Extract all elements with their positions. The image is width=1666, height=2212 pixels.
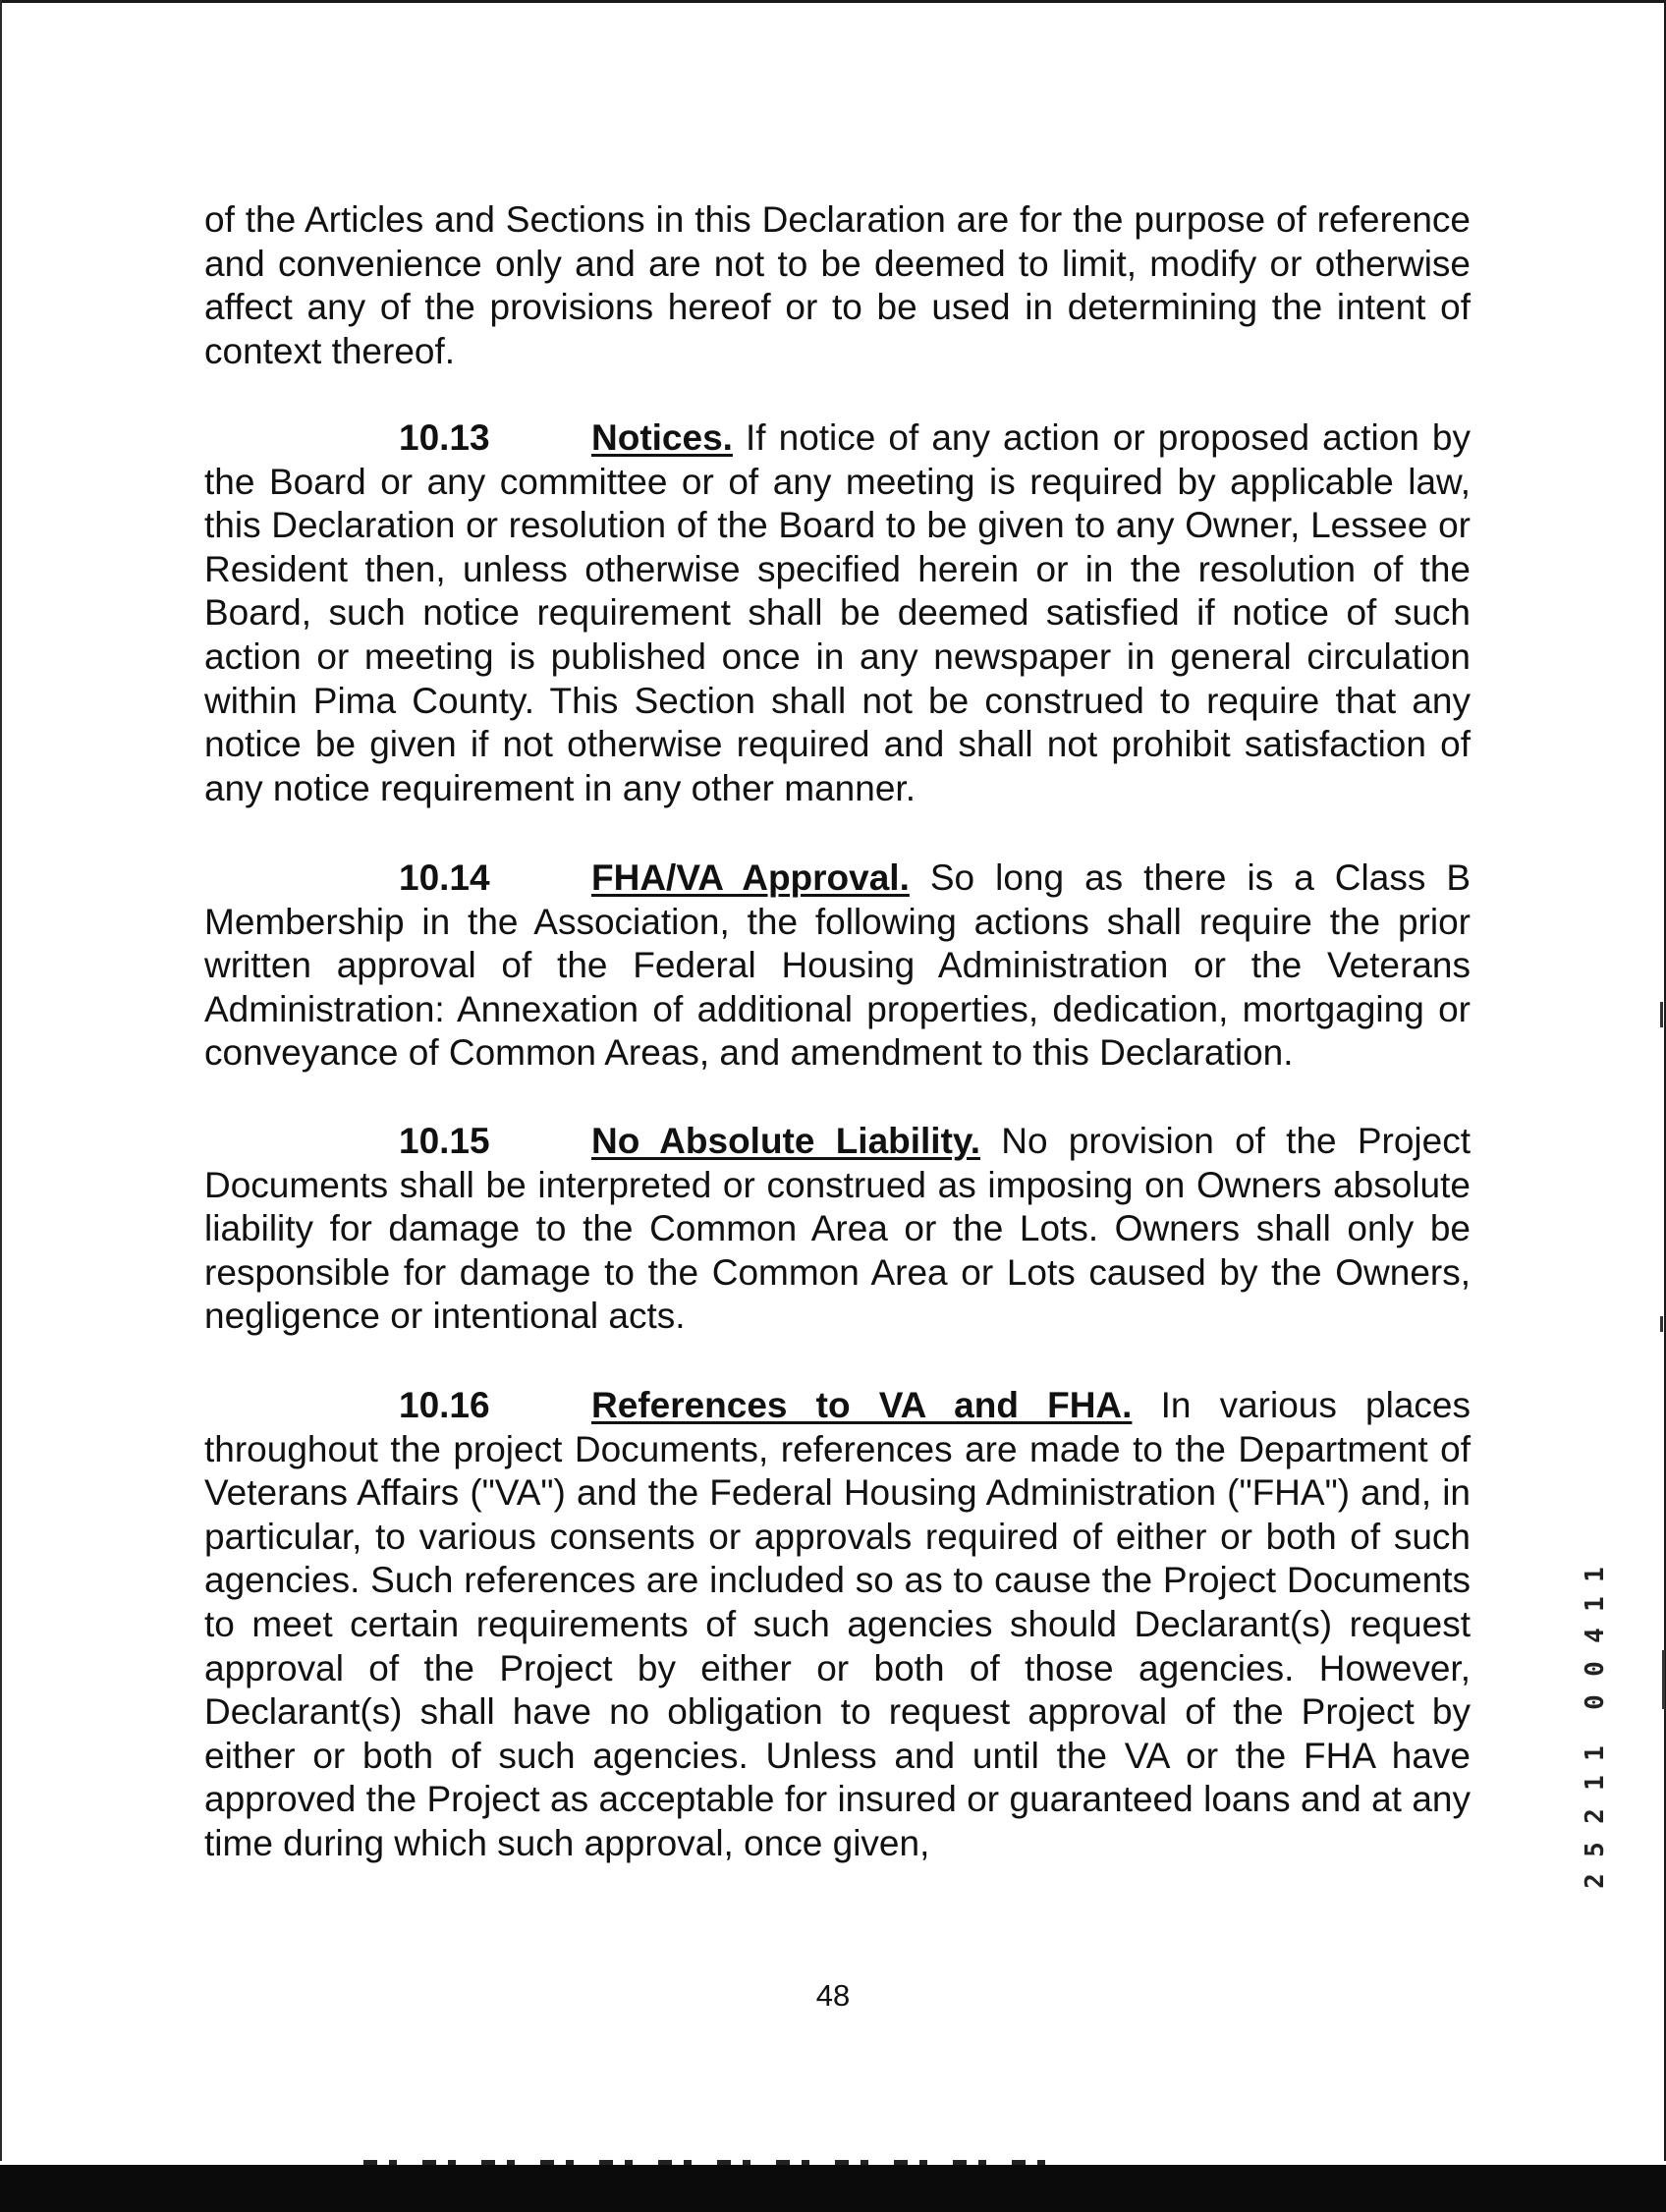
section-10-13	[204, 416, 1471, 810]
continuation-text: of the Articles and Sections in this Declaration are for the purpose of reference and convenience only and are not to be deemed to limit, modify or otherwise affect any of the provisions hereof or to be used in determining the intent of context thereof.	[204, 199, 1471, 371]
stamp-digit: 2	[1581, 1808, 1610, 1824]
section-number: 10.13	[399, 417, 490, 458]
stamp-digit: 5	[1581, 1842, 1610, 1857]
section-body: If notice of any action or proposed action by the Board or any committee or of any meeting is required by applicable law, this Declaration or resolution of the Board to be given to any Owner, Lessee or Resident then, unless otherwise specified herein or in the resolution of the Board, such notice requirement shall be deemed satisfied if notice of such action or meeting is published once in any newspaper in general circulation within Pima County. This Section shall not be construed to require that any notice be given if not otherwise required and shall not prohibit satisfaction of any notice requirement in any other manner.	[204, 417, 1471, 808]
section-title: No Absolute Liability.	[591, 1121, 981, 1161]
section-title: References to VA and FHA.	[591, 1385, 1133, 1425]
section-body: So long as there is a Class B Membership in the Association, the following actions shall require the prior written approval of the Federal Housing Administration or the Veterans Administration: Annexation of additional properties, dedication, mortgaging or conveyance of Common Areas, and amendment to this Declaration.	[204, 857, 1471, 1074]
stamp-digit: 0	[1581, 1661, 1610, 1677]
stamp-digit: 1	[1581, 1745, 1610, 1761]
page-number: 48	[815, 1978, 851, 2013]
scan-mark	[1660, 1002, 1663, 1027]
section-10-14	[204, 857, 1471, 1076]
section-10-16	[204, 1384, 1471, 1866]
scan-bottom-edge	[0, 2165, 1666, 2212]
scan-left-edge	[0, 0, 2, 2161]
stamp-digit: 2	[1581, 1873, 1610, 1889]
section-number: 10.14	[399, 857, 490, 898]
continuation-paragraph	[204, 198, 1471, 373]
section-body: No provision of the Project Documents shall be interpreted or construed as imposing on Owners absolute liability for damage to the Common Area or the Lots. Owners shall only be responsible for damage to the Common Area or Lots caused by the Owners, negligence or intentional acts.	[204, 1121, 1472, 1337]
scan-mark	[1660, 1316, 1663, 1332]
section-number: 10.15	[399, 1121, 490, 1161]
section-10-15	[204, 1120, 1471, 1339]
stamp-digit: 1	[1581, 1775, 1610, 1791]
stamp-digit: 1	[1581, 1596, 1610, 1612]
section-body: In various places throughout the project Documents, references are made to the Department of Veterans Affairs ("VA") and the Federal Housing Administration ("FHA") and, in particular, to various consents or approvals required of either or both of such agencies. Such references are included so as to cause the Project Documents to meet certain requirements of such agencies should Declarant(s) request approval of the Project by either or both of those agencies. However, Declarant(s) shall have no obligation to request approval of the Project by either or both of such agencies. Unless and until the VA or the FHA have approved the Project as acceptable for insured or guaranteed loans and at any time during which such approval, once given,	[204, 1385, 1471, 1863]
stamp-digit: 1	[1581, 1567, 1610, 1582]
section-number: 10.16	[399, 1385, 490, 1425]
stamp-digit: 0	[1581, 1694, 1610, 1710]
recording-stamp	[1576, 1560, 1615, 1904]
scan-top-edge	[0, 0, 1666, 3]
stamp-digit: 4	[1581, 1628, 1610, 1643]
section-title: FHA/VA Approval.	[591, 857, 910, 898]
section-title: Notices.	[591, 417, 733, 458]
scan-mark	[1662, 1650, 1665, 1709]
